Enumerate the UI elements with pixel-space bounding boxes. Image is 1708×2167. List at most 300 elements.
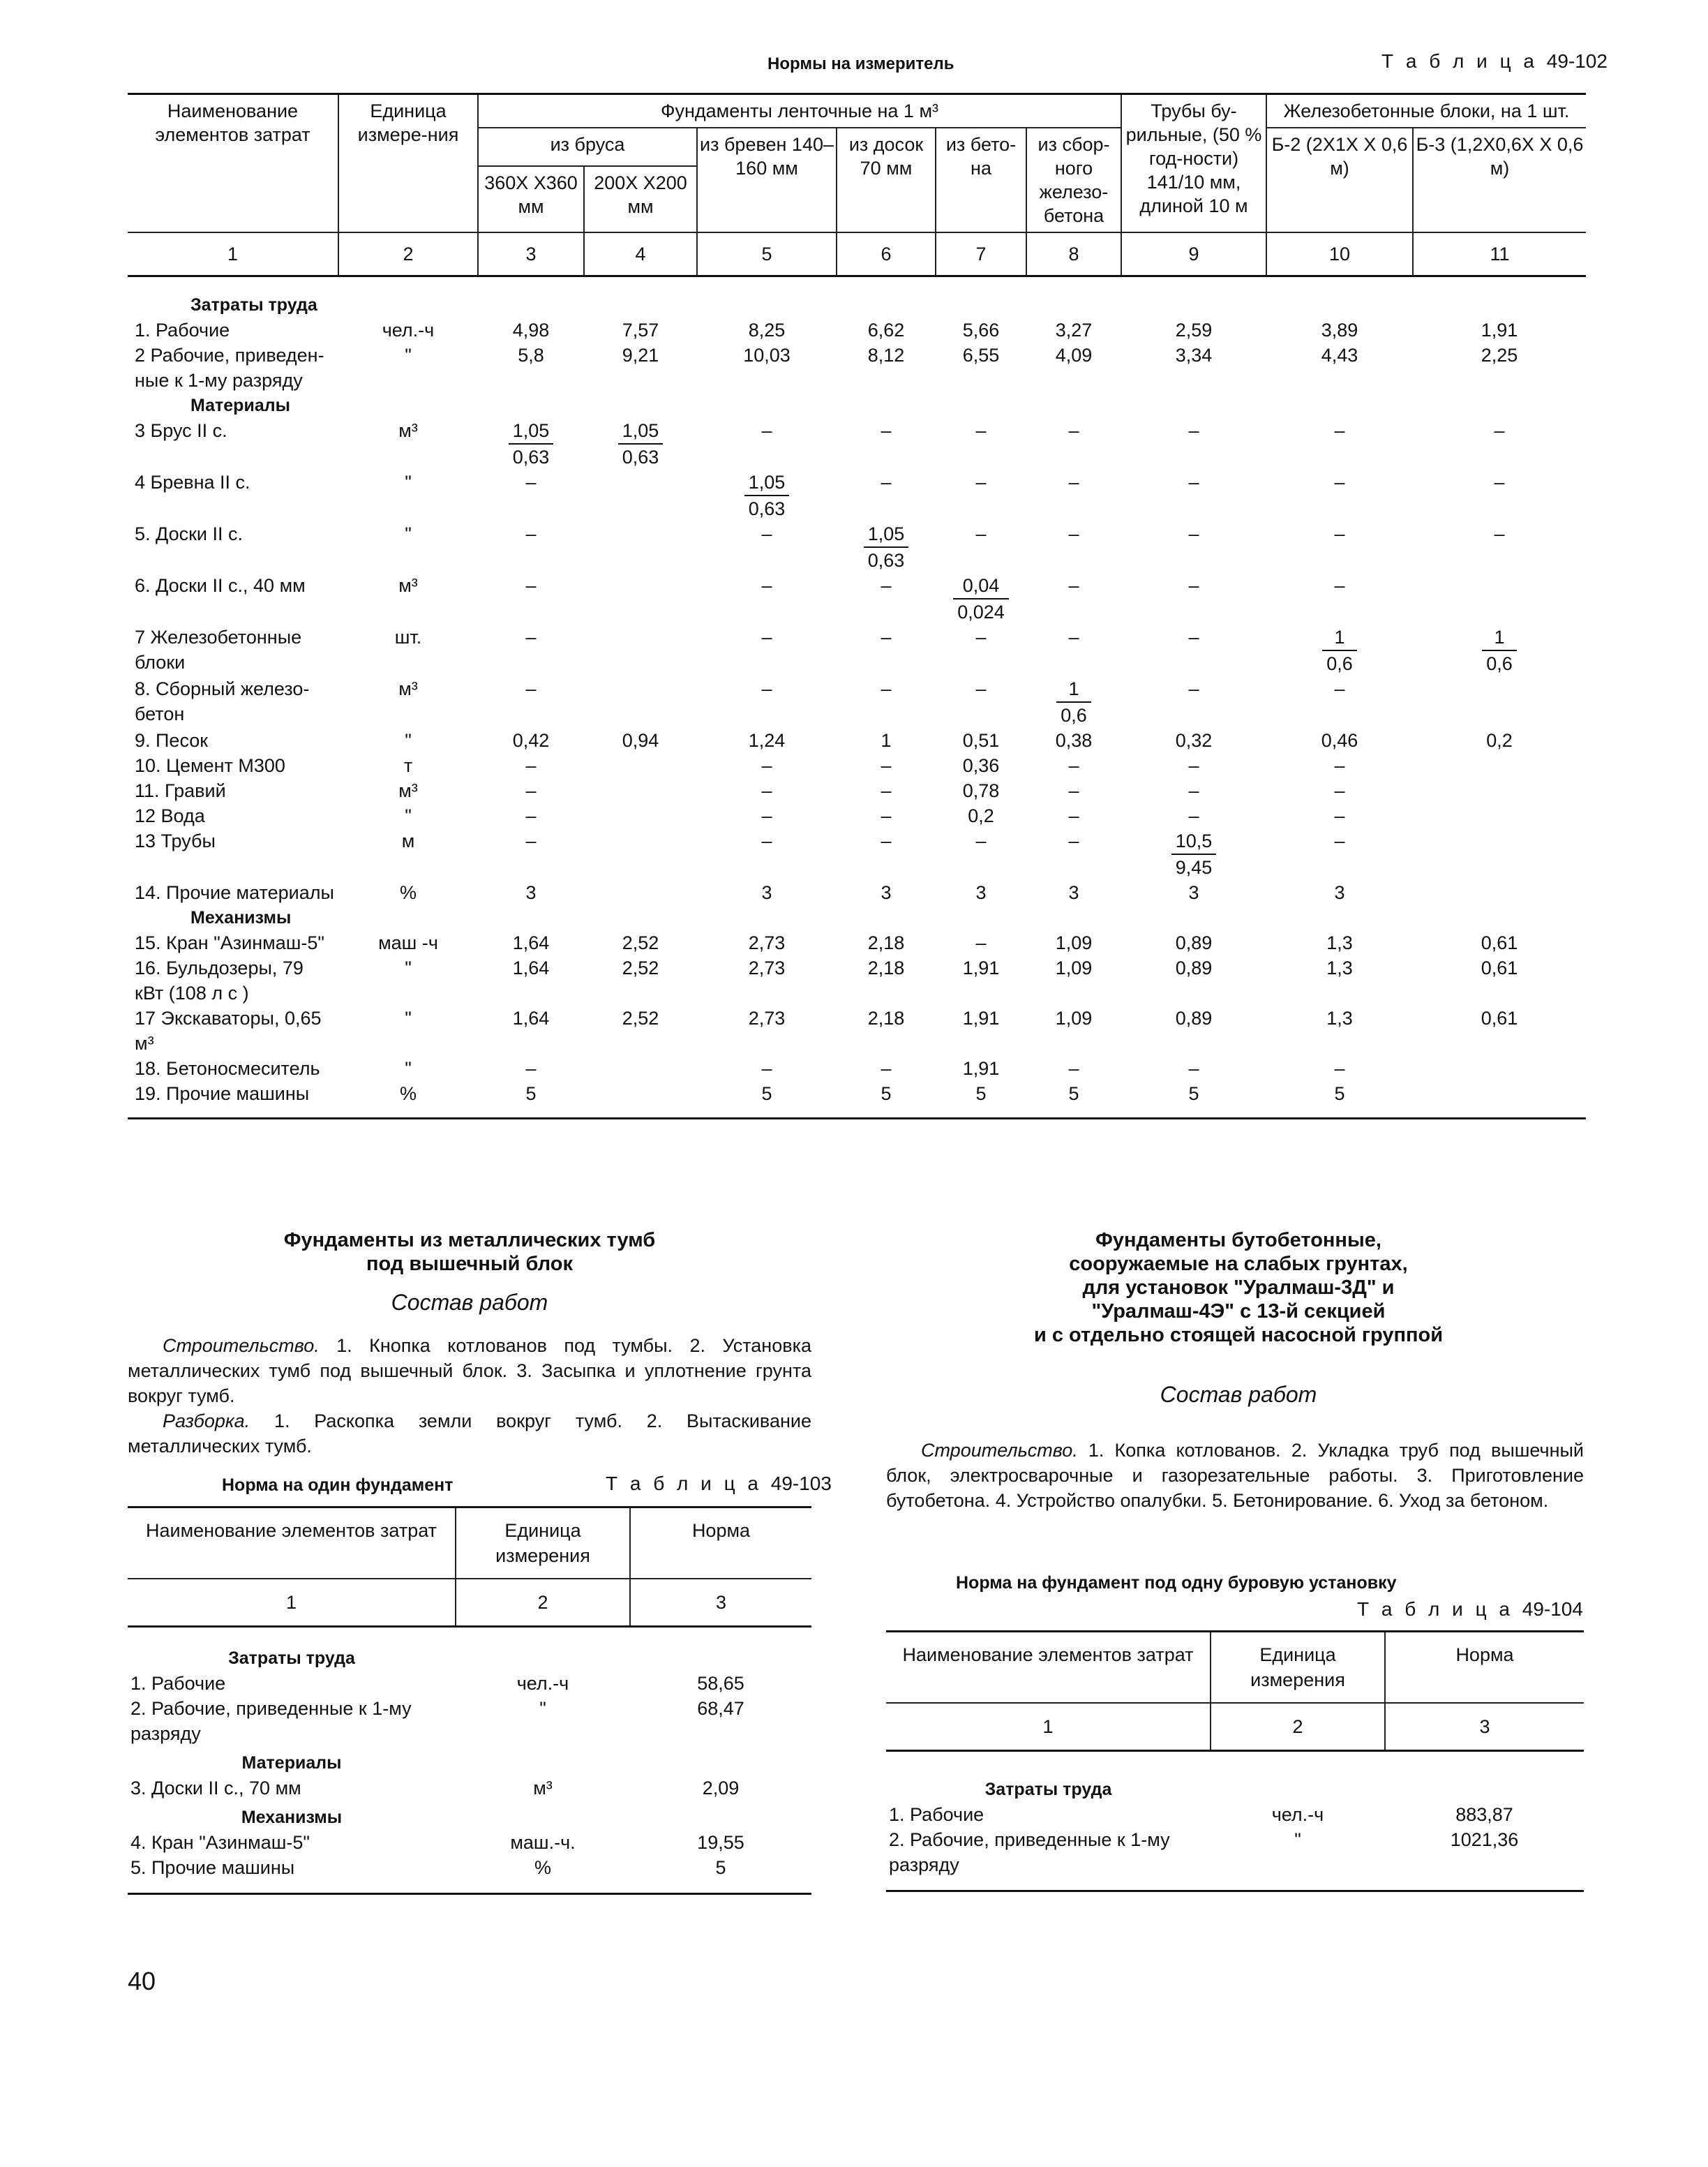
table-label-word: Т а б л и ц а — [606, 1473, 762, 1494]
section-materials: Материалы — [241, 1753, 342, 1773]
cell-value: 5 — [525, 1083, 537, 1104]
fraction-value: $\frac{1}{0,6}$ — [1056, 676, 1091, 728]
cell-value: 1,91 — [1481, 320, 1518, 341]
fraction-value: $\frac{1}{0,6}$ — [1482, 625, 1517, 676]
cell-value: 2,18 — [867, 958, 905, 978]
cell-value: 3 — [1334, 882, 1345, 903]
cell-value: – — [761, 780, 772, 801]
cell-value: 3 — [761, 882, 772, 903]
table-row: 1. Рабочие чел.-ч 58,65 — [130, 1673, 744, 1694]
col-header-boards: из досок 70 мм — [837, 128, 936, 232]
cell-value — [1413, 828, 1586, 880]
cell-value: 1,24 — [748, 730, 786, 751]
col-number: 6 — [837, 232, 936, 276]
norms-heading: Нормы на измеритель — [767, 54, 954, 73]
row-unit: м³ — [398, 420, 418, 441]
cell-value: – — [1068, 1058, 1079, 1079]
fraction-value: $\frac{1,05}{0,63}$ — [864, 521, 909, 573]
cell-value: – — [1494, 472, 1505, 493]
col-header-timber: из бруса — [478, 128, 697, 166]
cell-value: 2,25 — [1481, 345, 1518, 366]
row-unit: " — [405, 345, 412, 366]
cell-value: – — [525, 678, 537, 699]
row-name: 13 Трубы — [135, 831, 216, 851]
row-unit: " — [405, 730, 412, 751]
cell-value: 5 — [1334, 1083, 1345, 1104]
left-section-title — [128, 1228, 811, 1276]
col-number: 2 — [456, 1579, 630, 1627]
cell-value: – — [975, 627, 987, 648]
col-number: 3 — [478, 232, 584, 276]
col-number: 2 — [1211, 1703, 1385, 1751]
cell-value — [584, 418, 697, 470]
cell-value: – — [1188, 523, 1199, 544]
col-header-name: Наименование элементов затрат — [128, 94, 338, 233]
table-row — [128, 880, 1586, 905]
cell-value: 1,09 — [1055, 1008, 1093, 1029]
table-label-word: Т а б л и ц а — [1357, 1598, 1513, 1620]
cell-value: 2,73 — [748, 958, 786, 978]
cell-value: – — [975, 420, 987, 441]
table-row: 4. Кран "Азинмаш-5" маш.-ч. 19,55 — [130, 1832, 744, 1853]
cell-value — [584, 778, 697, 803]
table-row — [128, 418, 1586, 470]
cell-value: – — [1334, 575, 1345, 596]
cell-value: – — [1188, 627, 1199, 648]
table-row — [128, 828, 1586, 880]
col-number: 10 — [1266, 232, 1413, 276]
cell-value: 0,61 — [1481, 932, 1518, 953]
cell-value: – — [1188, 805, 1199, 826]
cell-value: 0,51 — [962, 730, 1000, 751]
cell-value: 7,57 — [622, 320, 659, 341]
cell-value: 0,89 — [1175, 958, 1213, 978]
cell-value — [584, 521, 697, 573]
cell-value: – — [1334, 678, 1345, 699]
cell-value — [478, 418, 584, 470]
cell-value: 1,91 — [962, 1058, 1000, 1079]
cell-value: 1,64 — [512, 932, 550, 953]
right-section-title — [886, 1228, 1591, 1347]
row-name: 19. Прочие машины — [135, 1083, 310, 1104]
cell-value: – — [761, 831, 772, 851]
cell-value: 1,09 — [1055, 958, 1093, 978]
col-number: 1 — [128, 1579, 456, 1627]
cell-value — [584, 1081, 697, 1106]
cell-value: – — [1068, 755, 1079, 776]
cell-value: 3 — [525, 882, 537, 903]
row-name: 11. Гравий — [135, 780, 226, 801]
cell-value: – — [761, 420, 772, 441]
section-mechanisms: Механизмы — [190, 908, 292, 928]
row-name: 2 Рабочие, приведен-ные к 1-му разряду — [135, 345, 324, 391]
section-mechanisms: Механизмы — [241, 1808, 343, 1827]
row-name: 5. Доски II с. — [135, 523, 244, 544]
cell-value: 1,09 — [1055, 932, 1093, 953]
cell-value: – — [1334, 523, 1345, 544]
cell-value — [697, 470, 837, 521]
table-number: 49-104 — [1522, 1598, 1583, 1620]
row-unit: т — [403, 755, 413, 776]
cell-value: 1,64 — [512, 1008, 550, 1029]
left-p2-text: 1. Раскопка земли вокруг тумб. 2. Вытаскивание металлических тумб. — [128, 1410, 811, 1457]
table-49-102 — [128, 93, 1586, 1119]
cell-value: 5 — [975, 1083, 987, 1104]
cell-value: 3 — [975, 882, 987, 903]
cell-value: 0,42 — [512, 730, 550, 751]
row-name: 4 Бревна II с. — [135, 472, 250, 493]
cell-value: – — [761, 1058, 772, 1079]
cell-value: – — [1334, 420, 1345, 441]
right-title-line-5: и с отдельно стоящей насосной группой — [1033, 1324, 1444, 1346]
cell-value — [1413, 676, 1586, 728]
cell-value: – — [881, 575, 892, 596]
cell-value: – — [975, 472, 987, 493]
cell-value: – — [1188, 1058, 1199, 1079]
cell-value: – — [881, 805, 892, 826]
col-header-unit: Единица измере-ния — [338, 94, 478, 233]
right-title-line-1: Фундаменты бутобетонные, — [1095, 1229, 1381, 1251]
cell-value: 0,94 — [622, 730, 659, 751]
left-title-line-1: Фундаменты из металлических тумб — [283, 1229, 656, 1251]
row-name: 10. Цемент М300 — [135, 755, 285, 776]
cell-value: 4,09 — [1055, 345, 1093, 366]
cell-value: – — [1188, 755, 1199, 776]
cell-value: – — [761, 678, 772, 699]
table-row: 1. Рабочие чел.-ч 883,87 — [889, 1804, 1513, 1825]
cell-value: 0,89 — [1175, 1008, 1213, 1029]
row-unit: м — [401, 831, 415, 851]
cell-value: 8,25 — [748, 320, 786, 341]
cell-value: – — [761, 523, 772, 544]
cell-value: – — [881, 1058, 892, 1079]
table-row: 5. Прочие машины % 5 — [130, 1857, 726, 1878]
cell-value: – — [1188, 678, 1199, 699]
col-header-unit: Единица измерения — [1211, 1632, 1385, 1704]
right-p1-text: 1. Копка котлованов. 2. Укладка труб под вышечный блок, электросварочные и газорезательные работы. 3. Приготовление бутобетона. 4. Устройство опалубки. 5. Бетонирование. 6. Уход за бетоном. — [886, 1440, 1584, 1511]
page-number: 40 — [128, 1967, 156, 1995]
col-number: 8 — [1026, 232, 1121, 276]
cell-value: 3,27 — [1055, 320, 1093, 341]
cell-value: – — [525, 831, 537, 851]
cell-value: 4,43 — [1321, 345, 1358, 366]
cell-value: – — [881, 780, 892, 801]
col-number: 3 — [630, 1579, 811, 1627]
cell-value: 0,46 — [1321, 730, 1358, 751]
row-name: 18. Бетоносмеситель — [135, 1058, 320, 1079]
cell-value: – — [1068, 523, 1079, 544]
cell-value: 0,61 — [1481, 1008, 1518, 1029]
cell-value: 6,62 — [867, 320, 905, 341]
cell-value: – — [881, 755, 892, 776]
right-title-line-3: для установок "Уралмаш-3Д" и — [1082, 1276, 1395, 1299]
cell-value: 5 — [761, 1083, 772, 1104]
row-unit: % — [399, 1083, 417, 1104]
row-name: 16. Бульдозеры, 79 кВт (108 л с ) — [135, 958, 304, 1004]
cell-value: 0,2 — [968, 805, 994, 826]
col-number: 3 — [1385, 1703, 1584, 1751]
cell-value: 9,21 — [622, 345, 659, 366]
cell-value — [584, 828, 697, 880]
cell-value: 0,61 — [1481, 958, 1518, 978]
table-row — [128, 625, 1586, 676]
col-header-blocks: Железобетонные блоки, на 1 шт. — [1266, 94, 1586, 128]
col-number: 2 — [338, 232, 478, 276]
col-header-b2: Б-2 (2Х1Х Х 0,6 м) — [1266, 128, 1413, 232]
table-row — [128, 521, 1586, 573]
table-number: 49-102 — [1546, 50, 1608, 72]
table-row — [128, 1081, 1586, 1106]
row-name: 8. Сборный железо-бетон — [135, 678, 310, 724]
cell-value: – — [525, 472, 537, 493]
cell-value: 1,91 — [962, 958, 1000, 978]
cell-value: – — [881, 627, 892, 648]
cell-value: – — [975, 678, 987, 699]
cell-value — [1413, 1081, 1586, 1106]
fraction-value: $\frac{0,04}{0,024}$ — [953, 573, 1009, 625]
cell-value — [584, 803, 697, 828]
right-p1-label: Строительство. — [921, 1440, 1078, 1461]
cell-value: 0,89 — [1175, 932, 1213, 953]
cell-value — [1413, 753, 1586, 778]
cell-value: 2,52 — [622, 932, 659, 953]
row-unit: " — [405, 958, 412, 978]
cell-value — [1413, 1056, 1586, 1081]
cell-value — [1413, 625, 1586, 676]
row-unit: % — [399, 882, 417, 903]
cell-value: 1,64 — [512, 958, 550, 978]
left-works-text — [128, 1333, 811, 1459]
table-row — [128, 753, 1586, 778]
left-p1-label: Строительство. — [163, 1335, 320, 1356]
right-works-heading: Состав работ — [1160, 1382, 1317, 1407]
cell-value: – — [881, 678, 892, 699]
cell-value: 0,78 — [962, 780, 1000, 801]
cell-value: 3 — [1188, 882, 1199, 903]
cell-value: – — [1188, 780, 1199, 801]
col-header-name: Наименование элементов затрат — [886, 1632, 1211, 1704]
cell-value — [837, 521, 936, 573]
cell-value: – — [1068, 780, 1079, 801]
cell-value: 6,55 — [962, 345, 1000, 366]
cell-value: 5 — [1188, 1083, 1199, 1104]
cell-value: 0,36 — [962, 755, 1000, 776]
table-row — [128, 573, 1586, 625]
col-header-precast: из сбор-ного железо-бетона — [1026, 128, 1121, 232]
col-header-pipes: Трубы бу-рильные, (50 % год-ности) 141/10 мм, длиной 10 м — [1121, 94, 1266, 233]
cell-value: – — [1188, 420, 1199, 441]
cell-value: 8,12 — [867, 345, 905, 366]
table-row: 3. Доски II с., 70 мм м³ 2,09 — [130, 1778, 740, 1799]
cell-value: – — [1494, 523, 1505, 544]
cell-value: – — [975, 831, 987, 851]
cell-value — [1026, 676, 1121, 728]
cell-value — [1413, 778, 1586, 803]
table-row — [128, 778, 1586, 803]
cell-value: – — [1334, 831, 1345, 851]
col-header-concrete: из бето-на — [936, 128, 1026, 232]
cell-value: – — [1068, 420, 1079, 441]
col-number: 9 — [1121, 232, 1266, 276]
table-row — [128, 1006, 1586, 1056]
cell-value: – — [525, 755, 537, 776]
table-row — [128, 728, 1586, 753]
cell-value: 2,18 — [867, 932, 905, 953]
row-unit: м³ — [398, 678, 418, 699]
fraction-value: $\frac{1,05}{0,63}$ — [744, 470, 790, 521]
cell-value: 0,32 — [1175, 730, 1213, 751]
right-norm-title: Норма на фундамент под одну буровую установку — [956, 1573, 1397, 1593]
right-title-line-4: "Уралмаш-4Э" с 13-й секцией — [1091, 1300, 1386, 1323]
col-number: 1 — [128, 232, 338, 276]
cell-value — [584, 676, 697, 728]
cell-value: 5 — [881, 1083, 892, 1104]
table-row — [128, 1056, 1586, 1081]
cell-value: – — [975, 932, 987, 953]
cell-value: 10,03 — [743, 345, 791, 366]
cell-value: – — [1068, 575, 1079, 596]
row-unit: маш -ч — [378, 932, 438, 953]
section-labor: Затраты труда — [984, 1780, 1112, 1799]
cell-value: – — [1188, 575, 1199, 596]
cell-value: – — [881, 420, 892, 441]
left-p1-text: 1. Кнопка котлованов под тумбы. 2. Установка металлических тумб под вышечный блок. 3. Засыпка и уплотнение грунта вокруг тумб. — [128, 1335, 811, 1406]
cell-value: 2,73 — [748, 1008, 786, 1029]
cell-value — [1413, 880, 1586, 905]
cell-value: – — [525, 1058, 537, 1079]
col-header-norm: Норма — [630, 1507, 811, 1579]
table-label-word: Т а б л и ц а — [1381, 50, 1538, 72]
row-name: 14. Прочие материалы — [135, 882, 334, 903]
cell-value: 3,34 — [1175, 345, 1213, 366]
right-title-line-2: сооружаемые на слабых грунтах, — [1069, 1253, 1408, 1275]
col-header-timber-200: 200Х Х200 мм — [584, 166, 697, 232]
cell-value: – — [1334, 780, 1345, 801]
col-number: 7 — [936, 232, 1026, 276]
cell-value — [1121, 828, 1266, 880]
cell-value: 1,3 — [1326, 932, 1353, 953]
table-row: 2. Рабочие, приведенные к 1-му разряду " 1021,36 — [889, 1829, 1519, 1875]
right-works-text — [886, 1438, 1584, 1513]
col-number: 1 — [886, 1703, 1211, 1751]
table-row — [128, 930, 1586, 955]
cell-value: – — [1068, 627, 1079, 648]
cell-value: – — [1068, 472, 1079, 493]
cell-value: – — [1334, 1058, 1345, 1079]
cell-value: 5 — [1068, 1083, 1079, 1104]
cell-value: – — [761, 805, 772, 826]
cell-value: 0,38 — [1055, 730, 1093, 751]
row-unit: м³ — [398, 575, 418, 596]
cell-value — [1413, 803, 1586, 828]
left-p2-label: Разборка. — [163, 1410, 250, 1431]
row-name: 9. Песок — [135, 730, 209, 751]
cell-value: 3,89 — [1321, 320, 1358, 341]
cell-value: – — [761, 627, 772, 648]
cell-value: 2,52 — [622, 1008, 659, 1029]
cell-value: 1 — [881, 730, 892, 751]
cell-value: 2,59 — [1175, 320, 1213, 341]
cell-value: – — [1334, 805, 1345, 826]
cell-value: – — [761, 755, 772, 776]
cell-value: 2,18 — [867, 1008, 905, 1029]
col-header-name: Наименование элементов затрат — [128, 1507, 456, 1579]
table-number: 49-103 — [770, 1473, 832, 1494]
row-unit: шт. — [394, 627, 422, 648]
cell-value: 2,52 — [622, 958, 659, 978]
cell-value — [584, 573, 697, 625]
cell-value: – — [881, 831, 892, 851]
cell-value: – — [1068, 831, 1079, 851]
row-name: 3 Брус II с. — [135, 420, 227, 441]
row-unit: " — [405, 472, 412, 493]
table-row: 2. Рабочие, приведенные к 1-му разряду " 68,47 — [130, 1698, 744, 1744]
col-number: 11 — [1413, 232, 1586, 276]
cell-value — [584, 753, 697, 778]
cell-value: 4,98 — [512, 320, 550, 341]
cell-value: – — [525, 805, 537, 826]
row-unit: " — [405, 523, 412, 544]
row-name: 6. Доски II с., 40 мм — [135, 575, 306, 596]
row-name: 7 Железобетонные блоки — [135, 627, 302, 673]
table-49-104 — [886, 1630, 1584, 1892]
cell-value: 5,8 — [518, 345, 544, 366]
fraction-value: $\frac{10,5}{9,45}$ — [1171, 828, 1217, 880]
col-number: 5 — [697, 232, 837, 276]
row-unit: м³ — [398, 780, 418, 801]
cell-value: 3 — [881, 882, 892, 903]
row-unit: " — [405, 1058, 412, 1079]
table-row — [128, 803, 1586, 828]
cell-value: 0,2 — [1486, 730, 1513, 751]
col-header-strip-foundations: Фундаменты ленточные на 1 м³ — [478, 94, 1121, 128]
table-row — [128, 955, 1586, 1006]
row-name: 12 Вода — [135, 805, 205, 826]
table-row — [128, 470, 1586, 521]
cell-value — [936, 573, 1026, 625]
cell-value: – — [525, 780, 537, 801]
fraction-value: $\frac{1,05}{0,63}$ — [618, 418, 664, 470]
cell-value: 1,3 — [1326, 958, 1353, 978]
cell-value: 3 — [1068, 882, 1079, 903]
row-unit: чел.-ч — [382, 320, 435, 341]
cell-value: 1,3 — [1326, 1008, 1353, 1029]
table-row — [128, 318, 1586, 343]
table-row — [128, 676, 1586, 728]
cell-value: – — [525, 627, 537, 648]
left-works-heading: Состав работ — [391, 1290, 548, 1315]
table-label-49-103 — [606, 1473, 832, 1495]
cell-value: 1,91 — [962, 1008, 1000, 1029]
col-header-logs: из бревен 140–160 мм — [697, 128, 837, 232]
section-labor: Затраты труда — [228, 1648, 355, 1668]
cell-value — [584, 470, 697, 521]
cell-value: 5,66 — [962, 320, 1000, 341]
col-number: 4 — [584, 232, 697, 276]
row-unit: " — [405, 805, 412, 826]
cell-value — [584, 625, 697, 676]
fraction-value: $\frac{1,05}{0,63}$ — [509, 418, 554, 470]
table-49-103 — [128, 1506, 811, 1895]
col-header-timber-360: 360Х Х360 мм — [478, 166, 584, 232]
row-name: 1. Рабочие — [135, 320, 230, 341]
cell-value: – — [525, 523, 537, 544]
cell-value: – — [1188, 472, 1199, 493]
table-row — [128, 343, 1586, 393]
cell-value: – — [881, 472, 892, 493]
cell-value — [584, 1056, 697, 1081]
left-title-line-2: под вышечный блок — [366, 1253, 573, 1275]
